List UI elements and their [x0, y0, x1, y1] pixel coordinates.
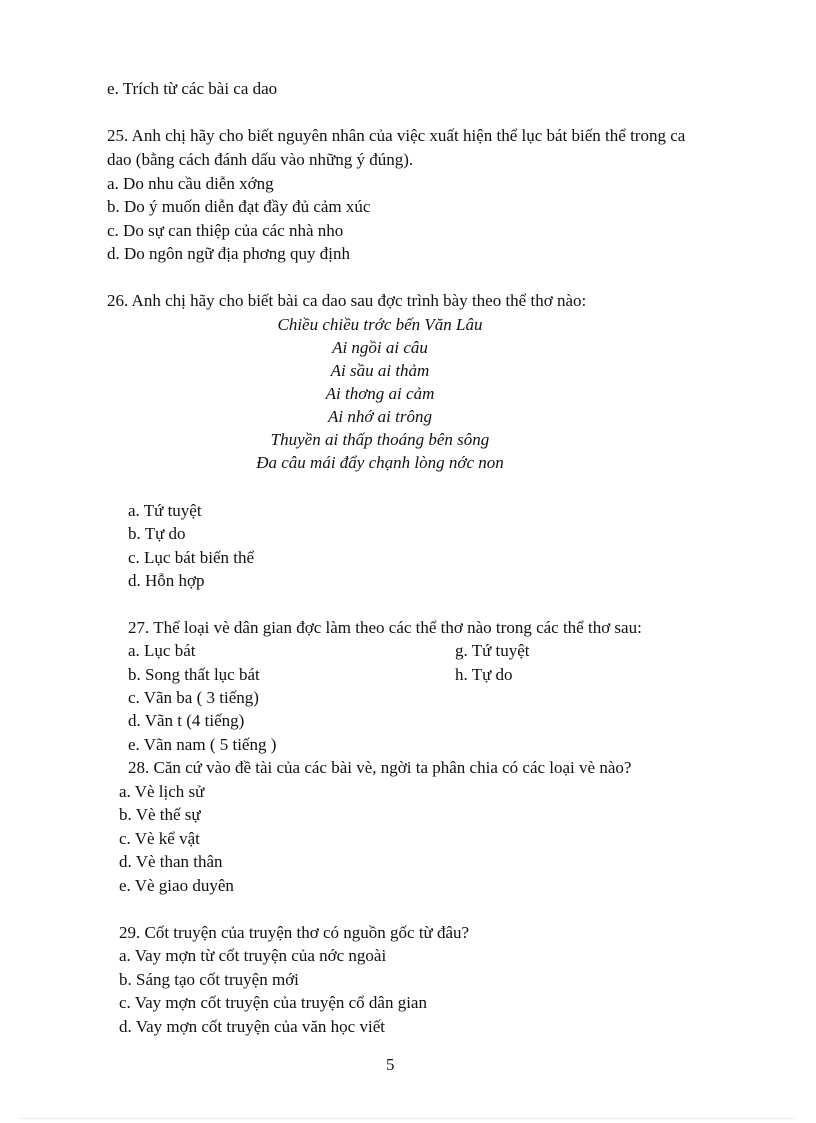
q27-option-c: c. Vãn ba ( 3 tiếng) [128, 688, 259, 707]
q27-question: 27. Thể loại vè dân gian đợc làm theo các thể thơ nào trong các thể thơ sau: [128, 618, 642, 637]
poem-line: Đa câu mái đẩy chạnh lòng nớc non [256, 453, 504, 472]
poem-line: Ai thơng ai cảm [325, 384, 435, 403]
poem-line: Thuyền ai thấp thoáng bên sông [270, 430, 490, 449]
q26-option-d: d. Hỗn hợp [128, 571, 205, 590]
q27-option-g: g. Tứ tuyệt [455, 641, 530, 660]
q25-question-line2: dao (bằng cách đánh dấu vào những ý đúng). [107, 150, 414, 169]
q28-option-d: d. Vè than thân [119, 852, 223, 871]
q27-option-d: d. Vãn t (4 tiếng) [128, 711, 245, 730]
q26-option-c: c. Lục bát biến thể [128, 548, 255, 567]
q25-option-c: c. Do sự can thiệp của các nhà nho [107, 221, 344, 240]
q28-question: 28. Căn cứ vào đề tài của các bài vè, ngời ta phân chia có các loại vè nào? [128, 758, 632, 777]
q24-option-e: e. Trích từ các bài ca dao [107, 79, 278, 98]
q28-option-e: e. Vè giao duyên [119, 876, 234, 895]
q26-option-b: b. Tự do [128, 524, 186, 543]
poem-line: Ai nhớ ai trông [328, 407, 432, 426]
page-bottom-border [20, 1118, 796, 1119]
q27-option-b: b. Song thất lục bát [128, 665, 260, 684]
q29-option-d: d. Vay mợn cốt truyện của văn học viết [119, 1017, 385, 1036]
poem-line: Ai ngồi ai câu [332, 338, 428, 357]
q27-option-h: h. Tự do [455, 665, 513, 684]
q25-option-a: a. Do nhu cầu diễn xớng [107, 174, 274, 193]
q28-option-a: a. Vè lịch sử [119, 782, 205, 801]
q25-option-d: d. Do ngôn ngữ địa phơng quy định [107, 244, 350, 263]
page-number: 5 [386, 1055, 395, 1074]
poem-line: Ai sầu ai thảm [330, 361, 430, 380]
q27-option-e: e. Vãn nam ( 5 tiếng ) [128, 735, 277, 754]
q28-option-c: c. Vè kể vật [119, 829, 200, 848]
q29-option-c: c. Vay mợn cốt truyện của truyện cổ dân gian [119, 993, 427, 1012]
q25-option-b: b. Do ý muốn diễn đạt đầy đủ cảm xúc [107, 197, 371, 216]
q26-question: 26. Anh chị hãy cho biết bài ca dao sau đợc trình bày theo thể thơ nào: [107, 291, 587, 310]
q29-option-b: b. Sáng tạo cốt truyện mới [119, 970, 299, 989]
q26-option-a: a. Tứ tuyệt [128, 501, 202, 520]
q28-option-b: b. Vè thế sự [119, 805, 201, 824]
q26-poem [180, 313, 580, 474]
q25-question-line1: 25. Anh chị hãy cho biết nguyên nhân của việc xuất hiện thể lục bát biến thể trong ca [107, 126, 686, 145]
q27-option-a: a. Lục bát [128, 641, 196, 660]
q29-question: 29. Cốt truyện của truyện thơ có nguồn gốc từ đâu? [119, 923, 470, 942]
poem-line: Chiều chiều trớc bến Văn Lâu [277, 315, 483, 334]
q29-option-a: a. Vay mợn từ cốt truyện của nớc ngoài [119, 946, 387, 965]
